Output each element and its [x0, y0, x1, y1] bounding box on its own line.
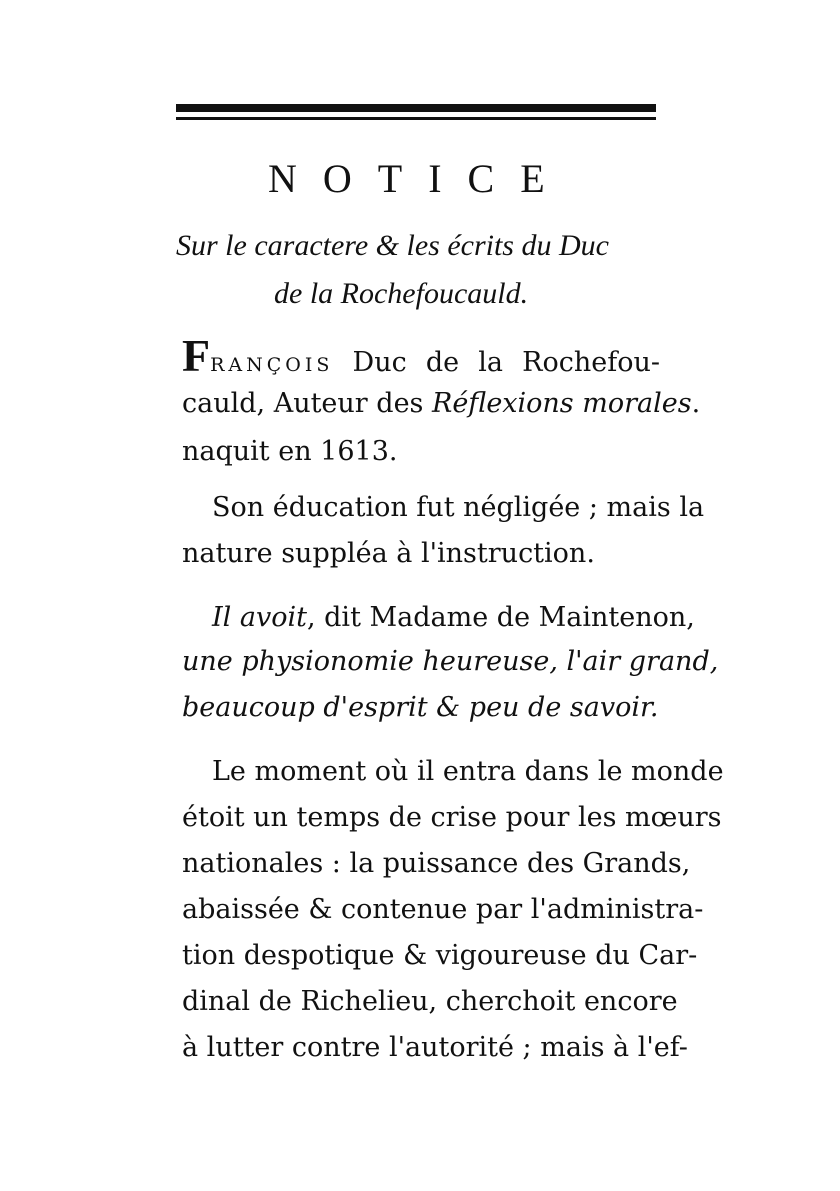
paragraph-1-line-1	[182, 330, 660, 383]
paragraph-3-italic-start: Il avoit	[212, 602, 307, 633]
smallcaps-name: RANÇOIS	[210, 354, 334, 376]
paragraph-3-line-1	[212, 600, 695, 636]
paragraph-1-line-2	[182, 386, 701, 422]
drop-cap: F	[182, 330, 211, 381]
paragraph-1-line-2-start: cauld, Auteur des	[182, 388, 432, 419]
paragraph-1-line-1-text: Duc de la Rochefou-	[333, 347, 660, 378]
paragraph-1-line-3: naquit en 1613.	[182, 436, 398, 467]
paragraph-4-line-4: abaissée & contenue par l'administra-	[182, 894, 704, 925]
paragraph-1-line-2-end: .	[691, 388, 701, 419]
paragraph-4-line-3: nationales : la puissance des Grands,	[182, 848, 691, 879]
paragraph-4-line-6: dinal de Richelieu, cherchoit encore	[182, 986, 678, 1017]
header-rule	[176, 104, 656, 122]
subtitle-line-2: de la Rochefoucauld.	[274, 277, 529, 310]
reflexions-title: Réflexions morales	[432, 388, 692, 419]
notice-title: NOTICE	[268, 156, 571, 201]
paragraph-3-line-1-text: , dit Madame de Maintenon,	[306, 602, 695, 633]
paragraph-4-line-7: à lutter contre l'autorité ; mais à l'ef-	[182, 1032, 688, 1063]
paragraph-3-line-3: beaucoup d'esprit & peu de savoir.	[182, 692, 659, 723]
paragraph-2-line-1: Son éducation fut négligée ; mais la	[212, 492, 705, 523]
subtitle-line-1: Sur le caractere & les écrits du Duc	[176, 229, 609, 262]
paragraph-3-line-2: une physionomie heureuse, l'air grand,	[182, 646, 719, 677]
paragraph-2-line-2: nature suppléa à l'instruction.	[182, 538, 595, 569]
header-rule-thin	[176, 117, 656, 120]
paragraph-4-line-5: tion despotique & vigoureuse du Car-	[182, 940, 698, 971]
header-rule-thick	[176, 104, 656, 112]
paragraph-4-line-1: Le moment où il entra dans le monde	[212, 756, 724, 787]
paragraph-4-line-2: étoit un temps de crise pour les mœurs	[182, 802, 722, 833]
